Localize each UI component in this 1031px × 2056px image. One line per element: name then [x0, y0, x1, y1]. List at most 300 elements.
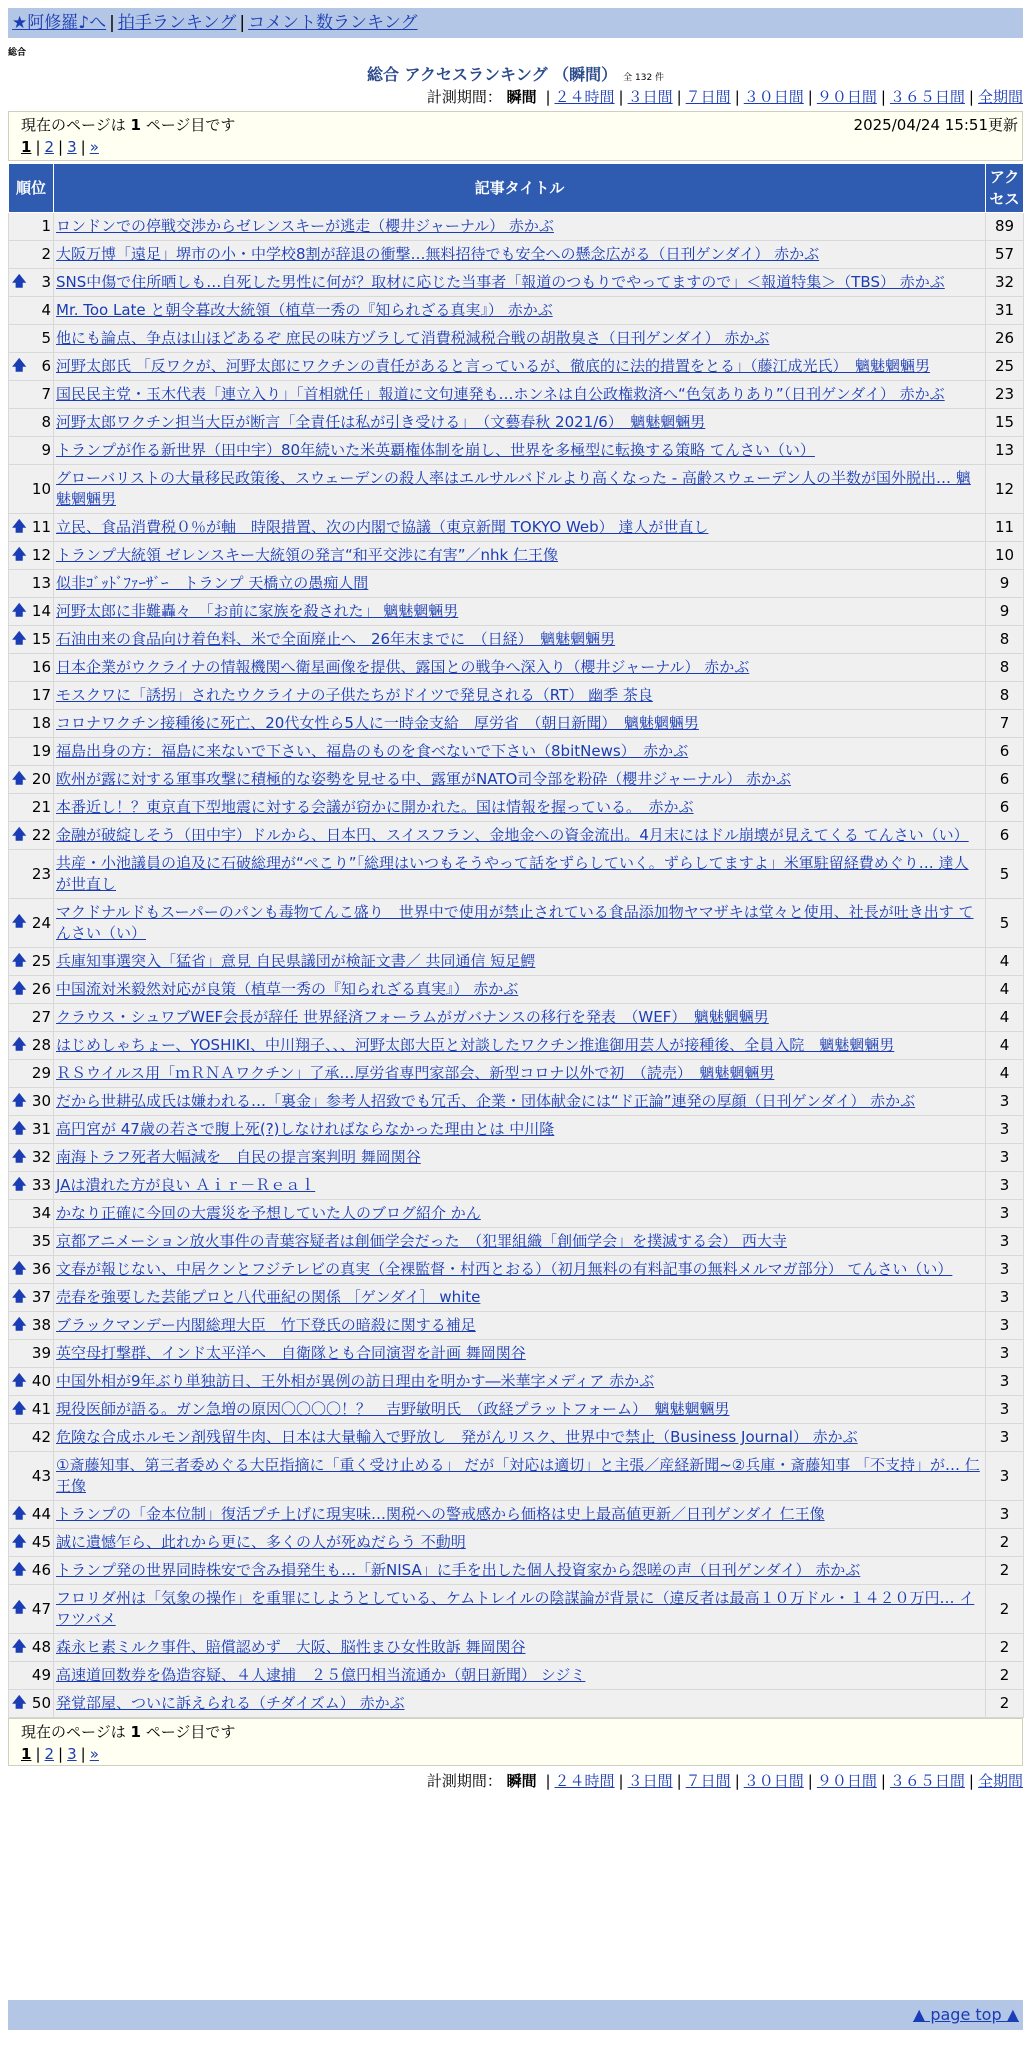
rank-cell — [9, 1144, 54, 1172]
rank-cell — [9, 1116, 54, 1144]
period-separator: | — [545, 1772, 551, 1790]
article-link[interactable]: ロンドンでの停戦交渉からゼレンスキーが逃走（櫻井ジャーナル） 赤かぶ — [56, 217, 554, 235]
pagination-page-1[interactable]: 1 — [21, 1745, 32, 1763]
rank-number: 28 — [31, 1036, 51, 1054]
article-link[interactable]: 誠に遺憾乍ら、此れから更に、多くの人が死ぬだらう 不動明 — [56, 1533, 466, 1551]
access-count: 13 — [986, 437, 1024, 465]
rank-cell — [9, 514, 54, 542]
table-row — [9, 1032, 1024, 1060]
access-count: 6 — [986, 738, 1024, 766]
rank-number: 44 — [31, 1505, 51, 1523]
article-link[interactable]: ①斎藤知事、第三者委めぐる大臣指摘に「重く受け止める」 だが「対応は適切」と主張／産経新聞~②兵庫・斎藤知事 「不支持」が… 仁王像 — [56, 1456, 980, 1495]
table-row — [9, 1396, 1024, 1424]
rank-cell — [9, 1284, 54, 1312]
period-current: 瞬間 — [506, 1772, 537, 1790]
title-cell — [54, 1172, 986, 1200]
rank-cell — [9, 1172, 54, 1200]
rank-number: 14 — [31, 602, 51, 620]
rank-cell — [9, 738, 54, 766]
period-separator: | — [807, 88, 813, 106]
title-cell — [54, 738, 986, 766]
title-cell — [54, 794, 986, 822]
page-info-prefix: 現在のページは — [21, 1723, 126, 1741]
page-info-suffix: ページ目です — [145, 1723, 236, 1741]
table-row — [9, 899, 1024, 948]
period-separator: | — [734, 1772, 740, 1790]
article-link[interactable]: 立民、食品消費税０％が軸 時限措置、次の内閣で協議（東京新聞 TOKYO Web） 達人が世直し — [56, 518, 709, 536]
pagination-page-2[interactable]: 2 — [44, 1745, 55, 1763]
table-row — [9, 213, 1024, 241]
pagination — [21, 1743, 1010, 1765]
rank-number: 34 — [31, 1204, 51, 1222]
access-count: 4 — [986, 948, 1024, 976]
access-count: 11 — [986, 514, 1024, 542]
rank-cell — [9, 626, 54, 654]
title-cell — [54, 1501, 986, 1529]
home-link[interactable]: ★阿修羅♪へ — [12, 13, 107, 33]
article-link[interactable]: トランプ大統領 ゼレンスキー大統領の発言“和平交渉に有害”／nhk 仁王像 — [56, 546, 558, 564]
article-link[interactable]: ブラックマンデー内閣総理大臣 竹下登氏の暗殺に関する補足 — [56, 1316, 476, 1334]
article-link[interactable]: 福島出身の方：福島に来ないで下さい、福島のものを食べないで下さい（8bitNews） 赤かぶ — [56, 742, 689, 760]
table-row — [9, 353, 1024, 381]
period-link[interactable]: ７日間 — [685, 1772, 731, 1790]
title-cell — [54, 1284, 986, 1312]
access-count: 8 — [986, 654, 1024, 682]
rank-number: 17 — [31, 686, 51, 704]
period-links — [541, 88, 1023, 106]
rank-up-arrow-icon: 🡅 — [12, 980, 27, 997]
article-link[interactable]: 石油由来の食品向け着色料、米で全面廃止へ 26年末までに （日経） 魑魅魍魎男 — [56, 630, 616, 648]
article-link[interactable]: 南海トラフ死者大幅減を 自民の提言案判明 舞岡関谷 — [56, 1148, 421, 1166]
table-row — [9, 241, 1024, 269]
rank-cell — [9, 1396, 54, 1424]
title-cell — [54, 1088, 986, 1116]
access-count: 15 — [986, 409, 1024, 437]
table-row — [9, 297, 1024, 325]
title-cell — [54, 1340, 986, 1368]
article-link[interactable]: 森永ヒ素ミルク事件、賠償認めず 大阪、脳性まひ女性敗訴 舞岡関谷 — [56, 1638, 526, 1656]
title-cell — [54, 1004, 986, 1032]
rank-number: 25 — [31, 952, 51, 970]
table-row — [9, 325, 1024, 353]
article-link[interactable]: 現役医師が語る。ガン急増の原因〇〇〇〇！？ 吉野敏明氏 （政経プラットフォーム） 魑魅魍魎男 — [56, 1400, 730, 1418]
access-count: 3 — [986, 1424, 1024, 1452]
rank-cell — [9, 1312, 54, 1340]
article-link[interactable]: 発覚部屋、ついに訴えられる（チダイズム） 赤かぶ — [56, 1694, 405, 1712]
period-link[interactable]: 全期間 — [977, 88, 1023, 106]
rank-up-arrow-icon: 🡅 — [12, 1120, 27, 1137]
access-count: 2 — [986, 1585, 1024, 1634]
page-info-number: 1 — [130, 116, 141, 134]
comment-ranking-link[interactable]: コメント数ランキング — [248, 13, 418, 33]
period-link[interactable]: ３日間 — [627, 1772, 673, 1790]
article-link[interactable]: 他にも論点、争点は山ほどあるぞ 庶民の味方ヅラして消費税減税合戦の胡散臭さ（日刊ゲンダイ） 赤かぶ — [56, 329, 770, 347]
period-link[interactable]: ２４時間 — [554, 1772, 615, 1790]
ranking-table-body — [9, 213, 1024, 1718]
article-link[interactable]: 中国流対米毅然対応が良策（植草一秀の『知られざる真実』） 赤かぶ — [56, 980, 519, 998]
table-row — [9, 1501, 1024, 1529]
access-count: 12 — [986, 465, 1024, 514]
title-cell — [54, 1116, 986, 1144]
article-link[interactable]: トランプ発の世界同時株安で含み損発生も…「新NISA」に手を出した個人投資家から怨嗟の声（日刊ゲンダイ） 赤かぶ — [56, 1561, 861, 1579]
table-row — [9, 542, 1024, 570]
period-label: 計測期間： — [426, 88, 502, 106]
access-count: 2 — [986, 1557, 1024, 1585]
access-count: 3 — [986, 1200, 1024, 1228]
rank-cell — [9, 1060, 54, 1088]
rank-up-arrow-icon: 🡅 — [12, 1638, 27, 1655]
title-cell — [54, 899, 986, 948]
rank-cell — [9, 899, 54, 948]
period-link[interactable]: ３６５日間 — [889, 88, 965, 106]
article-link[interactable]: 中国外相が9年ぶり単独訪日、王外相が異例の訪日理由を明かす―米華字メディア 赤かぶ — [56, 1372, 655, 1390]
rank-cell — [9, 766, 54, 794]
rank-number: 24 — [31, 913, 51, 932]
rank-number: 39 — [31, 1344, 51, 1362]
period-link[interactable]: ３日間 — [627, 88, 673, 106]
rank-cell — [9, 822, 54, 850]
table-row — [9, 948, 1024, 976]
rank-up-arrow-icon: 🡅 — [12, 1400, 27, 1417]
access-count: 3 — [986, 1368, 1024, 1396]
title-cell — [54, 1256, 986, 1284]
title-cell — [54, 269, 986, 297]
title-cell — [54, 1585, 986, 1634]
table-row — [9, 1060, 1024, 1088]
rank-number: 37 — [31, 1288, 51, 1306]
rank-number: 11 — [31, 518, 51, 536]
rank-cell — [9, 1557, 54, 1585]
period-link[interactable]: ７日間 — [685, 88, 731, 106]
article-link[interactable]: Mr. Too Late と朝令暮改大統領（植草一秀の『知られざる真実』） 赤かぶ — [56, 301, 553, 319]
period-label: 計測期間： — [426, 1772, 502, 1790]
article-link[interactable]: ＲＳウイルス用「ｍＲＮＡワクチン」了承…厚労省専門家部会、新型コロナ以外で初 （読売） 魑魅魍魎男 — [56, 1064, 775, 1082]
article-link[interactable]: 英空母打撃群、インド太平洋へ 自衛隊とも合同演習を計画 舞岡関谷 — [56, 1344, 526, 1362]
period-link[interactable]: ９０日間 — [816, 88, 877, 106]
table-row — [9, 1452, 1024, 1501]
table-row — [9, 1690, 1024, 1718]
article-link[interactable]: 欧州が露に対する軍事攻撃に積極的な姿勢を見せる中、露軍がNATO司令部を粉砕（櫻井ジャーナル） 赤かぶ — [56, 770, 792, 788]
article-link[interactable]: かなり正確に今回の大震災を予想していた人のブログ紹介 かん — [56, 1204, 481, 1222]
rank-number: 3 — [41, 273, 51, 291]
period-link[interactable]: 全期間 — [977, 1772, 1023, 1790]
rank-number: 45 — [31, 1533, 51, 1551]
article-link[interactable]: 高速道回数券を偽造容疑、４人逮捕 ２５億円相当流通か（朝日新聞） シジミ — [56, 1666, 586, 1684]
rank-cell — [9, 353, 54, 381]
rank-up-arrow-icon: 🡅 — [12, 1148, 27, 1165]
table-row — [9, 1312, 1024, 1340]
period-link[interactable]: ２４時間 — [554, 88, 615, 106]
page-title — [0, 62, 1031, 85]
article-link[interactable]: コロナワクチン接種後に死亡、20代女性ら5人に一時金支給 厚労省 （朝日新聞） 魑魅魍魎男 — [56, 714, 699, 732]
table-row — [9, 1557, 1024, 1585]
rank-number: 10 — [31, 479, 51, 498]
article-link[interactable]: クラウス・シュワブWEF会長が辞任 世界経済フォーラムがガバナンスの移行を発表 （WEF） 魑魅魍魎男 — [56, 1008, 769, 1026]
rank-up-arrow-icon: 🡅 — [12, 770, 27, 787]
pagination-separator: | — [58, 138, 64, 156]
title-cell — [54, 1634, 986, 1662]
access-count: 5 — [986, 850, 1024, 899]
period-separator: | — [807, 1772, 813, 1790]
rank-cell — [9, 1200, 54, 1228]
article-link[interactable]: 金融が破綻しそう（田中宇）ドルから、日本円、スイスフラン、金地金への資金流出。4月末にはドル崩壊が見えてくる てんさい（い） — [56, 826, 969, 844]
article-link[interactable]: 河野太郎氏 「反ワクが、河野太郎にワクチンの責任があると言っているが、徹底的に法的措置をとる」（藤江成光氏） 魑魅魍魎男 — [56, 357, 931, 375]
rank-up-arrow-icon: 🡅 — [12, 1176, 27, 1193]
title-cell — [54, 766, 986, 794]
access-count: 3 — [986, 1312, 1024, 1340]
rank-number: 43 — [31, 1466, 51, 1485]
article-link[interactable]: グローバリストの大量移民政策後、スウェーデンの殺人率はエルサルバドルより高くなった - 高齢スウェーデン人の半数が国外脱出… 魑魅魍魎男 — [56, 469, 971, 508]
table-row — [9, 654, 1024, 682]
article-link[interactable]: トランプが作る新世界（田中宇）80年続いた米英覇権体制を崩し、世界を多極型に転換する策略 てんさい（い） — [56, 441, 815, 459]
rank-cell — [9, 1340, 54, 1368]
access-count: 23 — [986, 381, 1024, 409]
title-cell — [54, 1032, 986, 1060]
period-link[interactable]: ９０日間 — [816, 1772, 877, 1790]
rank-cell — [9, 1032, 54, 1060]
article-link[interactable]: 日本企業がウクライナの情報機関へ衛星画像を提供、露国との戦争へ深入り（櫻井ジャーナル） 赤かぶ — [56, 658, 750, 676]
rank-up-arrow-icon: 🡅 — [12, 1260, 27, 1277]
title-cell — [54, 1662, 986, 1690]
rank-up-arrow-icon: 🡅 — [12, 1561, 27, 1578]
page-info-bottom — [8, 1718, 1023, 1766]
title-cell — [54, 1060, 986, 1088]
table-row — [9, 682, 1024, 710]
page-info-suffix: ページ目です — [145, 116, 236, 134]
article-link[interactable]: 兵庫知事選突入「猛省」意見 自民県議団が検証文書／ 共同通信 短足鰐 — [56, 952, 536, 970]
page-title-text: 総合 アクセスランキング （瞬間） — [366, 65, 618, 84]
rank-cell — [9, 409, 54, 437]
article-link[interactable]: 本番近し！？東京直下型地震に対する会議が窃かに開かれた。国は情報を握っている。 赤かぶ — [56, 798, 694, 816]
rank-up-arrow-icon: 🡅 — [12, 518, 27, 535]
rank-number: 8 — [41, 413, 51, 431]
rank-number: 48 — [31, 1638, 51, 1656]
article-link[interactable]: モスクワに「誘拐」されたウクライナの子供たちがドイツで発見される（RT） 幽季 茶良 — [56, 686, 653, 704]
rank-number: 30 — [31, 1092, 51, 1110]
clap-ranking-link[interactable]: 拍手ランキング — [117, 13, 237, 33]
table-row — [9, 1088, 1024, 1116]
article-link[interactable]: 似非ｺﾞｯﾄﾞﾌｧｰｻﾞｰ トランプ 天橋立の愚痴人間 — [56, 574, 369, 592]
title-cell — [54, 850, 986, 899]
period-separator: | — [734, 88, 740, 106]
period-separator: | — [968, 1772, 974, 1790]
rank-cell — [9, 1228, 54, 1256]
title-cell — [54, 822, 986, 850]
table-row — [9, 626, 1024, 654]
rank-number: 20 — [31, 770, 51, 788]
rank-number: 9 — [41, 441, 51, 459]
rank-cell — [9, 1634, 54, 1662]
rank-cell — [9, 710, 54, 738]
rank-cell — [9, 1088, 54, 1116]
article-link[interactable]: 河野太郎に非難轟々 「お前に家族を殺された」 魑魅魍魎男 — [56, 602, 459, 620]
rank-up-arrow-icon: 🡅 — [12, 1372, 27, 1389]
access-count: 32 — [986, 269, 1024, 297]
top-nav-bar — [8, 8, 1023, 38]
rank-cell — [9, 850, 54, 899]
title-cell — [54, 437, 986, 465]
article-link[interactable]: 河野太郎ワクチン担当大臣が断言「全責任は私が引き受ける」 （文藝春秋 2021/6） 魑魅魍魎男 — [56, 413, 706, 431]
title-cell — [54, 1396, 986, 1424]
pagination-page-3[interactable]: 3 — [67, 138, 77, 156]
page-top-link[interactable]: ▲ page top ▲ — [912, 2005, 1019, 2024]
access-count: 5 — [986, 899, 1024, 948]
table-row — [9, 1340, 1024, 1368]
period-link[interactable]: ３０日間 — [743, 88, 804, 106]
article-link[interactable]: フロリダ州は「気象の操作」を重罪にしようとしている、ケムトレイルの陰謀論が背景に（違反者は最高１０万ドル・１４２０万円… イワツバメ — [56, 1589, 975, 1628]
period-selector-top — [427, 86, 1023, 107]
table-row — [9, 514, 1024, 542]
title-cell — [54, 409, 986, 437]
rank-up-arrow-icon: 🡅 — [12, 952, 27, 969]
updated-timestamp: 2025/04/24 15:51更新 — [853, 116, 1018, 134]
title-cell — [54, 1424, 986, 1452]
access-count: 7 — [986, 710, 1024, 738]
table-row — [9, 1004, 1024, 1032]
nav-separator: | — [239, 13, 246, 33]
title-cell — [54, 1228, 986, 1256]
pagination-page-3[interactable]: 3 — [67, 1745, 77, 1763]
rank-number: 38 — [31, 1316, 51, 1334]
access-count: 8 — [986, 626, 1024, 654]
rank-cell — [9, 1585, 54, 1634]
pagination-page-2[interactable]: 2 — [44, 138, 55, 156]
table-row — [9, 738, 1024, 766]
rank-cell — [9, 1368, 54, 1396]
rank-number: 6 — [41, 357, 51, 375]
article-link[interactable]: はじめしゃちょー、YOSHIKI、中川翔子、、、河野太郎大臣と対談したワクチン推進御用芸人が接種後、全員入院 魑魅魍魎男 — [56, 1036, 895, 1054]
rank-cell — [9, 794, 54, 822]
rank-cell — [9, 1004, 54, 1032]
current-page-text — [21, 1721, 1010, 1743]
title-cell — [54, 626, 986, 654]
period-link[interactable]: ３０日間 — [743, 1772, 804, 1790]
rank-up-arrow-icon: 🡅 — [12, 826, 27, 843]
rank-cell — [9, 570, 54, 598]
pagination-next[interactable]: » — [89, 1745, 99, 1763]
article-link[interactable]: マクドナルドもスーパーのパンも毒物てんこ盛り 世界中で使用が禁止されている食品添加物ヤマザキは堂々と使用、社長が吐き出す てんさい（い） — [56, 903, 974, 942]
rank-number: 46 — [31, 1561, 51, 1579]
rank-cell — [9, 1662, 54, 1690]
period-separator: | — [676, 88, 682, 106]
access-count: 2 — [986, 1634, 1024, 1662]
rank-number: 36 — [31, 1260, 51, 1278]
rank-cell — [9, 325, 54, 353]
article-link[interactable]: 高円宮が 47歳の若さで腹上死(?)しなければならなかった理由とは 中川隆 — [56, 1120, 555, 1138]
title-cell — [54, 542, 986, 570]
table-row — [9, 409, 1024, 437]
article-link[interactable]: 共産・小池議員の追及に石破総理が“ぺこり”「総理はいつもそうやって話をずらしていく。ずらしてますよ」米軍駐留経費めぐり… 達人が世直し — [56, 854, 969, 893]
article-link[interactable]: 国民民主党・玉木代表「連立入り」「首相就任」報道に文句連発も…ホンネは自公政権救済へ“色気ありあり”（日刊ゲンダイ） 赤かぶ — [56, 385, 945, 403]
period-separator: | — [880, 1772, 886, 1790]
period-link[interactable]: ３６５日間 — [889, 1772, 965, 1790]
rank-number: 27 — [31, 1008, 51, 1026]
rank-cell — [9, 241, 54, 269]
article-link[interactable]: 京都アニメーション放火事件の青葉容疑者は創価学会だった （犯罪組織「創価学会」を撲滅する会） 西大寺 — [56, 1232, 787, 1250]
title-cell — [54, 353, 986, 381]
access-count: 6 — [986, 794, 1024, 822]
rank-up-arrow-icon: 🡅 — [12, 1316, 27, 1333]
article-link[interactable]: 大阪万博「遠足」堺市の小・中学校8割が辞退の衝撃…無料招待でも安全への懸念広がる（日刊ゲンダイ） 赤かぶ — [56, 245, 820, 263]
rank-cell — [9, 269, 54, 297]
access-count: 2 — [986, 1662, 1024, 1690]
table-row — [9, 1424, 1024, 1452]
access-count: 4 — [986, 1032, 1024, 1060]
rank-number: 33 — [31, 1176, 51, 1194]
period-separator: | — [618, 1772, 624, 1790]
access-count: 9 — [986, 570, 1024, 598]
article-link[interactable]: 文春が報じない、中居クンとフジテレビの真実（全裸監督・村西とおる）（初月無料の有料記事の無料メルマガ部分） てんさい（い） — [56, 1260, 953, 1278]
rank-up-arrow-icon: 🡅 — [12, 357, 27, 374]
access-count: 57 — [986, 241, 1024, 269]
article-link[interactable]: SNS中傷で住所晒しも…自死した男性に何が？取材に応じた当事者「報道のつもりでやってますので」＜報道特集＞（TBS） 赤かぶ — [56, 273, 945, 291]
period-separator: | — [968, 88, 974, 106]
article-link[interactable]: トランプの「金本位制」復活プチ上げに現実味…関税への警戒感から価格は史上最高値更新／日刊ゲンダイ 仁王像 — [56, 1505, 825, 1523]
nav-separator: | — [109, 13, 115, 33]
rank-number: 31 — [31, 1120, 51, 1138]
rank-up-arrow-icon: 🡅 — [12, 1288, 27, 1305]
article-link[interactable]: 危険な合成ホルモン剤残留牛肉、日本は大量輸入で野放し 発がんリスク、世界中で禁止（Business Journal） 赤かぶ — [56, 1428, 858, 1446]
pagination-page-1[interactable]: 1 — [21, 138, 32, 156]
rank-number: 26 — [31, 980, 51, 998]
access-count: 89 — [986, 213, 1024, 241]
rank-cell — [9, 213, 54, 241]
table-row — [9, 437, 1024, 465]
rank-number: 47 — [31, 1599, 51, 1618]
total-count: 全 132 件 — [623, 73, 665, 83]
title-cell — [54, 213, 986, 241]
access-count: 10 — [986, 542, 1024, 570]
rank-number: 18 — [31, 714, 51, 732]
access-count: 3 — [986, 1256, 1024, 1284]
title-cell — [54, 381, 986, 409]
rank-up-arrow-icon: 🡅 — [12, 273, 27, 290]
access-count: 4 — [986, 976, 1024, 1004]
table-row — [9, 1144, 1024, 1172]
access-count: 3 — [986, 1228, 1024, 1256]
access-count: 26 — [986, 325, 1024, 353]
access-count: 3 — [986, 1284, 1024, 1312]
period-separator: | — [676, 1772, 682, 1790]
table-row — [9, 381, 1024, 409]
table-row — [9, 1228, 1024, 1256]
table-row — [9, 976, 1024, 1004]
table-row — [9, 1172, 1024, 1200]
rank-cell — [9, 1424, 54, 1452]
pagination-next[interactable]: » — [89, 138, 99, 156]
table-row — [9, 465, 1024, 514]
rank-up-arrow-icon: 🡅 — [12, 1694, 27, 1711]
table-row — [9, 710, 1024, 738]
rank-number: 49 — [31, 1666, 51, 1684]
title-cell — [54, 1529, 986, 1557]
article-link[interactable]: JAは潰れた方が良い Ａｉｒ－Ｒｅａｌ — [56, 1176, 316, 1194]
title-cell — [54, 654, 986, 682]
article-link[interactable]: だから世耕弘成氏は嫌われる…「裏金」参考人招致でも冗舌、企業・団体献金には“ド正論”連発の厚顔（日刊ゲンダイ） 赤かぶ — [56, 1092, 916, 1110]
access-count: 4 — [986, 1004, 1024, 1032]
rank-number: 29 — [31, 1064, 51, 1082]
access-count: 3 — [986, 1172, 1024, 1200]
table-row — [9, 1585, 1024, 1634]
rank-cell — [9, 1256, 54, 1284]
title-cell — [54, 682, 986, 710]
table-row — [9, 794, 1024, 822]
rank-cell — [9, 1452, 54, 1501]
period-separator: | — [618, 88, 624, 106]
rank-cell — [9, 948, 54, 976]
title-cell — [54, 1144, 986, 1172]
article-link[interactable]: 売春を強要した芸能プロと八代亜紀の関係 ［ゲンダイ］ white — [56, 1288, 481, 1306]
